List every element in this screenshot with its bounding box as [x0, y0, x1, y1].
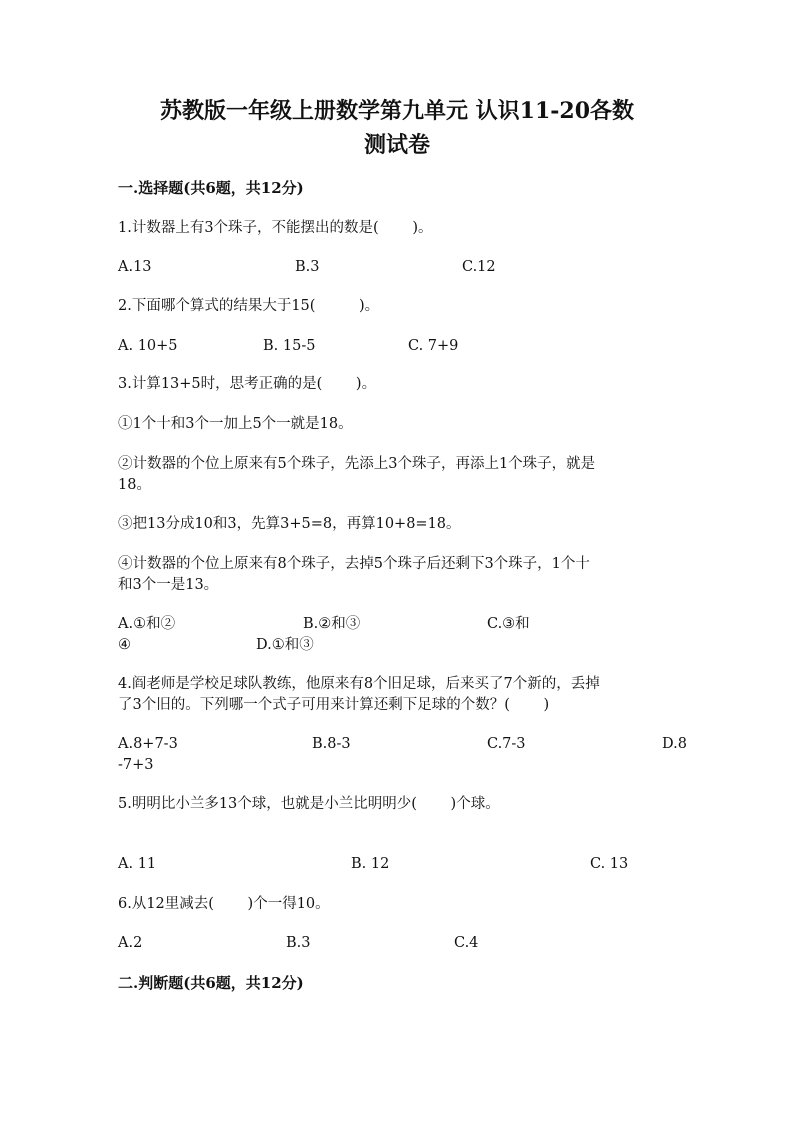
q3-statement-1: ①1个十和3个一加上5个一就是18。 [118, 416, 353, 432]
q3-option-c: C.③和 [487, 616, 530, 632]
q5-option-b: B. 12 [351, 856, 390, 872]
question-2-stem: 2.下面哪个算式的结果大于15( )。 [118, 298, 380, 314]
q2-option-c: C. 7+9 [408, 338, 459, 354]
q3-option-a: A.①和② [118, 616, 176, 632]
q6-option-a: A.2 [118, 935, 143, 951]
q1-option-a: A.13 [118, 259, 152, 275]
q3-statement-2: ②计数器的个位上原来有5个珠子，先添上3个珠子，再添上1个珠子，就是 [118, 456, 596, 472]
q3-statement-3: ③把13分成10和3，先算3+5=8，再算10+8=18。 [118, 516, 461, 532]
question-3-stem: 3.计算13+5时，思考正确的是( )。 [118, 376, 377, 392]
q4-option-c: C.7-3 [487, 736, 526, 752]
page-title-line2: 测试卷 [363, 132, 430, 158]
q6-option-c: C.4 [454, 935, 479, 951]
q2-option-a: A. 10+5 [118, 338, 178, 354]
q3-statement-4: ④计数器的个位上原来有8个珠子，去掉5个珠子后还剩下3个珠子，1个十 [118, 556, 590, 572]
q3-statement-4-cont: 和3个一是13。 [118, 577, 219, 593]
q5-option-c: C. 13 [590, 856, 629, 872]
q6-option-b: B.3 [286, 935, 311, 951]
question-1-stem: 1.计数器上有3个珠子，不能摆出的数是( )。 [118, 220, 433, 236]
q4-option-b: B.8-3 [312, 736, 351, 752]
q3-option-c-cont: ④ [118, 637, 131, 653]
q3-option-b: B.②和③ [303, 616, 361, 632]
q1-option-b: B.3 [295, 259, 320, 275]
section-heading-choice: 一.选择题(共6题，共12分) [118, 179, 304, 197]
question-4-stem: 4.阎老师是学校足球队教练，他原来有8个旧足球，后来买了7个新的，丢掉 [118, 676, 600, 692]
q4-option-a: A.8+7-3 [118, 736, 178, 752]
q4-option-d: D.8 [662, 736, 687, 752]
page-title: 苏教版一年级上册数学第九单元 认识11-20各数 [159, 98, 635, 124]
section-heading-judgement: 二.判断题(共6题，共12分) [118, 974, 304, 992]
question-5-stem: 5.明明比小兰多13个球，也就是小兰比明明少( )个球。 [118, 796, 500, 812]
q3-statement-2-cont: 18。 [118, 477, 151, 493]
question-4-stem-cont: 了3个旧的。下列哪一个式子可用来计算还剩下足球的个数？( ) [118, 697, 550, 713]
q2-option-b: B. 15-5 [263, 338, 316, 354]
q3-option-d: D.①和③ [256, 637, 314, 653]
q4-option-d-cont: -7+3 [118, 757, 154, 773]
q1-option-c: C.12 [462, 259, 496, 275]
q5-option-a: A. 11 [118, 856, 157, 872]
question-6-stem: 6.从12里减去( )个一得10。 [118, 896, 330, 912]
